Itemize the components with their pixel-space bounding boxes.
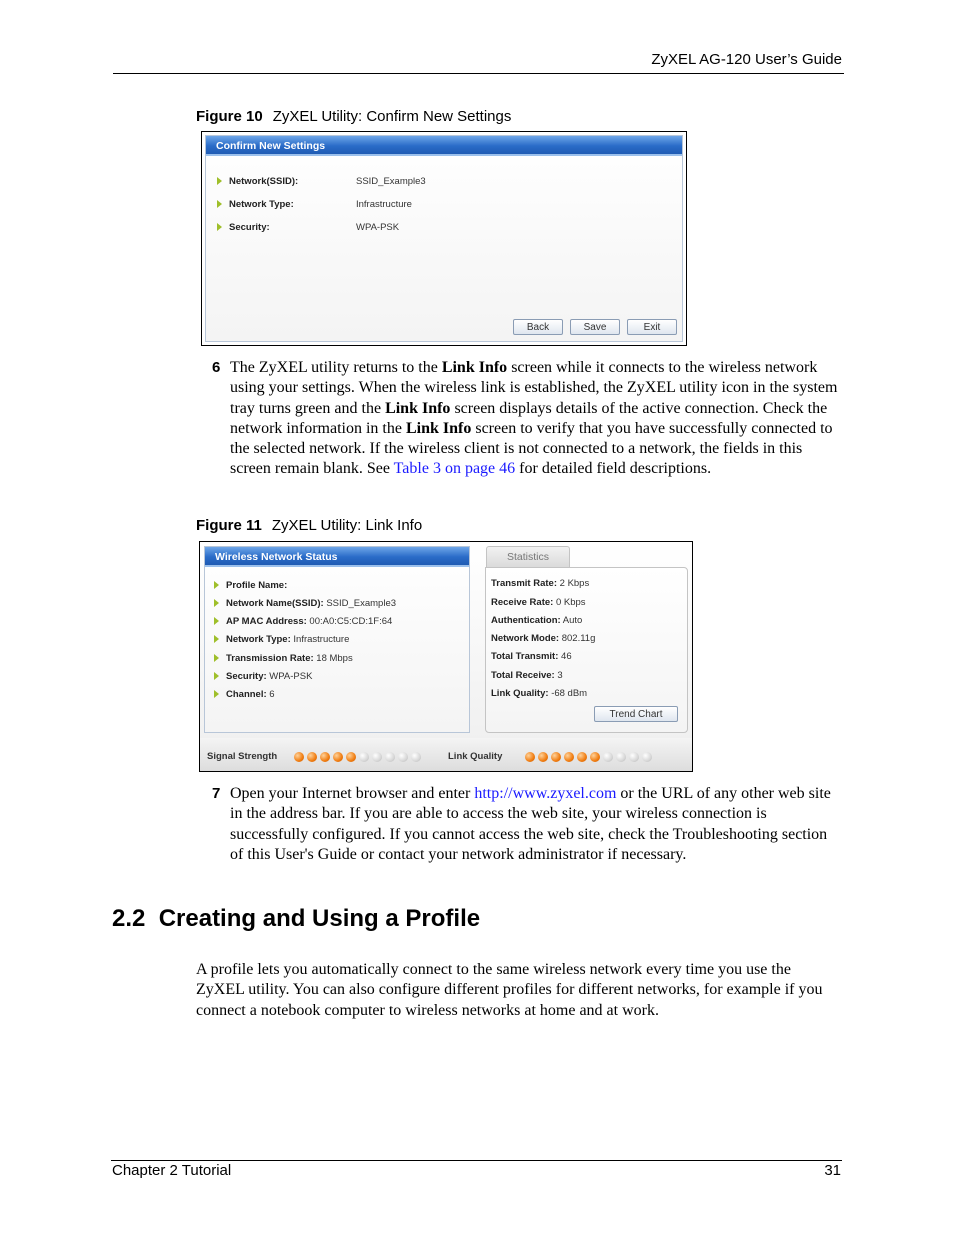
meter-dot-off: [629, 752, 639, 762]
status-row-channel: Channel: 6: [214, 689, 275, 700]
statistics-tab[interactable]: Statistics: [486, 546, 570, 568]
meter-dot-on: [564, 752, 574, 762]
table-3-link[interactable]: Table 3 on page 46: [393, 460, 516, 478]
link-quality-meter: [525, 752, 652, 762]
page-number: 31: [824, 1162, 841, 1179]
save-button[interactable]: Save: [570, 319, 620, 335]
meter-dot-off: [411, 752, 421, 762]
section-heading: 2.2 Creating and Using a Profile: [112, 905, 481, 932]
confirm-row-network-type: Network Type: Infrastructure: [217, 199, 294, 210]
meter-dot-on: [525, 752, 535, 762]
status-row-ssid: Network Name(SSID): SSID_Example3: [214, 598, 396, 609]
stats-row-authentication: Authentication: Auto: [491, 615, 583, 626]
status-row-network-type: Network Type: Infrastructure: [214, 634, 349, 645]
back-button[interactable]: Back: [513, 319, 563, 335]
confirm-settings-title: Confirm New Settings: [206, 136, 682, 156]
figure-10-title: ZyXEL Utility: Confirm New Settings: [272, 108, 512, 125]
confirm-row-ssid: Network(SSID): SSID_Example3: [217, 176, 298, 187]
stats-row-total-receive: Total Receive: 3: [491, 670, 563, 681]
zyxel-website-link[interactable]: http://www.zyxel.com: [474, 785, 617, 802]
confirm-settings-window: [205, 135, 683, 342]
header-rule: [113, 73, 844, 74]
bullet-arrow-icon: [217, 200, 222, 208]
figure-10-screenshot: [201, 131, 687, 346]
stats-row-transmit-rate: Transmit Rate: 2 Kbps: [491, 578, 590, 589]
step-7-text: Open your Internet browser and enter http://www.zyxel.com or the URL of any other web site in the address bar. If you are able to access the web site, your wireless connection is successfully configured. If you cannot access the web site, check the Troubleshooting section of this User's Guide or contact your network administrator if necessary.: [230, 785, 831, 863]
bullet-arrow-icon: [214, 635, 219, 643]
stats-row-network-mode: Network Mode: 802.11g: [491, 633, 596, 644]
stats-row-receive-rate: Receive Rate: 0 Kbps: [491, 597, 586, 608]
step-6-text: The ZyXEL utility returns to the Link Info screen while it connects to the wireless network using your settings. When the wireless link is established, the ZyXEL utility icon in the system tray turns green and the Link Info screen displays details of the active connection. Check the network information in the Link Info screen to verify that you have successfully connected to the selected network. If the wireless client is not connected to a network, the fields in this screen remain blank. See Table 3 on page 46 for detailed field descriptions.: [230, 359, 838, 478]
running-header: ZyXEL AG-120 User’s Guide: [651, 51, 842, 68]
stats-row-total-transmit: Total Transmit: 46: [491, 651, 572, 662]
meter-dot-on: [333, 752, 343, 762]
meter-dot-on: [590, 752, 600, 762]
figure-11-title: ZyXEL Utility: Link Info: [271, 517, 423, 534]
signal-strength-label: Signal Strength: [207, 751, 278, 762]
step-7-number: 7: [212, 785, 221, 802]
meter-dot-on: [577, 752, 587, 762]
meter-dot-off: [642, 752, 652, 762]
signal-strength-meter: [294, 752, 421, 762]
meter-dot-off: [603, 752, 613, 762]
step-6-number: 6: [212, 359, 221, 376]
meter-dot-off: [359, 752, 369, 762]
bullet-arrow-icon: [214, 581, 219, 589]
bullet-arrow-icon: [217, 223, 222, 231]
status-row-security: Security: WPA-PSK: [214, 671, 312, 682]
meter-dot-on: [346, 752, 356, 762]
bullet-arrow-icon: [217, 177, 222, 185]
meter-dot-off: [616, 752, 626, 762]
meter-dot-off: [372, 752, 382, 762]
figure-11-screenshot: [199, 541, 693, 772]
footer-chapter: Chapter 2 Tutorial: [112, 1162, 232, 1179]
link-quality-label: Link Quality: [448, 751, 503, 762]
trend-chart-button[interactable]: Trend Chart: [594, 706, 678, 722]
wireless-status-title: Wireless Network Status: [205, 547, 469, 567]
meter-dot-on: [307, 752, 317, 762]
bullet-arrow-icon: [214, 599, 219, 607]
figure-11-number: Figure 11: [196, 517, 262, 534]
exit-button[interactable]: Exit: [627, 319, 677, 335]
bullet-arrow-icon: [214, 690, 219, 698]
section-body: A profile lets you automatically connect to the same wireless network every time you use the ZyXEL utility. You can also configure different profiles for different networks, for example if you connect a notebook computer to wireless networks at home and at work.: [196, 961, 823, 1019]
footer-rule: [111, 1160, 842, 1161]
status-row-profile-name: Profile Name:: [214, 580, 287, 591]
meter-dot-on: [538, 752, 548, 762]
status-row-transmission-rate: Transmission Rate: 18 Mbps: [214, 653, 353, 664]
meter-dot-off: [385, 752, 395, 762]
figure-10-caption: [196, 108, 511, 125]
bullet-arrow-icon: [214, 672, 219, 680]
status-row-ap-mac: AP MAC Address: 00:A0:C5:CD:1F:64: [214, 616, 392, 627]
meter-dot-off: [398, 752, 408, 762]
figure-10-number: Figure 10: [196, 108, 263, 125]
stats-row-link-quality: Link Quality: -68 dBm: [491, 688, 588, 699]
confirm-row-security: Security: WPA-PSK: [217, 222, 270, 233]
figure-11-caption: [196, 517, 422, 534]
meter-dot-on: [294, 752, 304, 762]
meter-dot-on: [551, 752, 561, 762]
bullet-arrow-icon: [214, 654, 219, 662]
meter-dot-on: [320, 752, 330, 762]
bullet-arrow-icon: [214, 617, 219, 625]
